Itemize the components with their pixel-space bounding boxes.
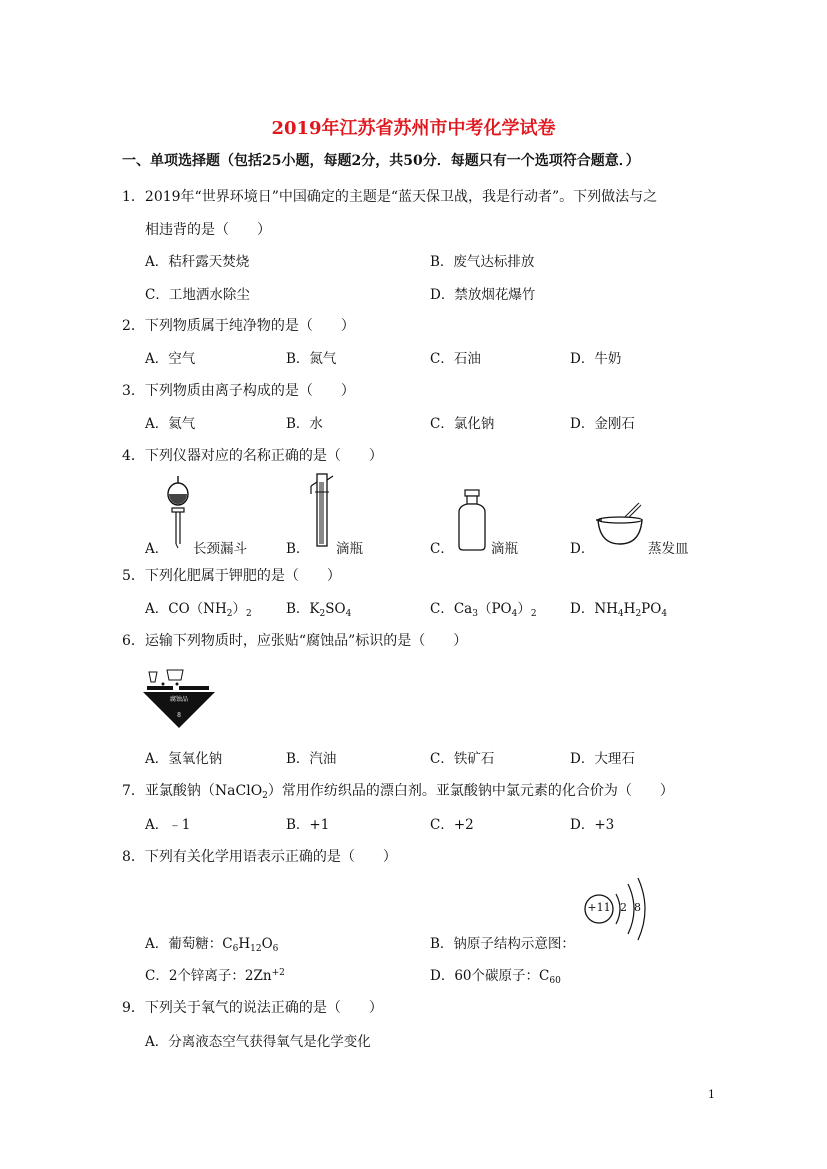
q8-a-sub1: 6 xyxy=(232,944,239,954)
q8-option-b[interactable]: B．钠原子结构示意图： xyxy=(430,936,575,952)
q7-option-c[interactable]: C．+2 xyxy=(430,817,474,833)
question-4-stem: 4．下列仪器对应的名称正确的是（ ） xyxy=(122,448,383,464)
q8-d-sub: 60 xyxy=(549,976,561,986)
q5-d-sub1: 4 xyxy=(617,609,624,619)
q5-a-sub1: 2 xyxy=(226,609,233,619)
q7-stem-b: ）常用作纺织品的漂白剂。亚氯酸钠中氯元素的化合价为（ ） xyxy=(267,783,674,799)
q2-option-b[interactable]: B．氮气 xyxy=(286,351,337,367)
q6-option-a[interactable]: A．氢氧化钠 xyxy=(145,751,223,767)
q5-b-sub2: 4 xyxy=(345,609,352,619)
q7-option-b[interactable]: B．+1 xyxy=(286,817,330,833)
q4-option-d-name: 蒸发皿 xyxy=(648,541,689,557)
q8-a-sub3: 6 xyxy=(272,944,279,954)
q5-d-text2: H xyxy=(623,601,636,617)
corrosive-sign-number: 8 xyxy=(177,712,181,719)
q3-option-a[interactable]: A．氦气 xyxy=(145,416,196,432)
q5-option-a[interactable] xyxy=(145,597,252,619)
q5-option-d[interactable] xyxy=(570,597,667,619)
q1-option-b[interactable]: B．废气达标排放 xyxy=(430,254,535,270)
q5-d-text: D．NH xyxy=(570,601,618,617)
q5-b-text2: SO xyxy=(325,601,346,617)
question-3-stem: 3．下列物质由离子构成的是（ ） xyxy=(122,383,355,399)
q4-option-c[interactable]: C． xyxy=(430,541,454,557)
q4-option-d[interactable]: D． xyxy=(570,541,595,557)
q5-c-text: C．Ca xyxy=(430,601,473,617)
question-9-stem: 9．下列关于氧气的说法正确的是（ ） xyxy=(122,1000,383,1016)
test-tube-holder-icon xyxy=(307,472,337,550)
q7-option-d[interactable]: D．+3 xyxy=(570,817,615,833)
q1-option-a[interactable]: A．秸秆露天焚烧 xyxy=(145,254,250,270)
q8-option-d[interactable] xyxy=(430,964,561,986)
q5-a-text: A．CO（NH xyxy=(145,601,227,617)
q2-option-a[interactable]: A．空气 xyxy=(145,351,196,367)
q7-option-a[interactable]: A．﹣1 xyxy=(145,817,191,833)
atom-shell-1-label: 2 xyxy=(620,901,627,914)
q5-c-sub3: 2 xyxy=(530,609,537,619)
q4-option-b[interactable]: B． xyxy=(286,541,310,557)
q8-d-text: D．60个碳原子：C xyxy=(430,968,550,984)
q4-option-c-name: 滴瓶 xyxy=(491,541,518,557)
q5-c-sub2: 4 xyxy=(511,609,518,619)
q7-stem-sub: 2 xyxy=(262,791,268,801)
q3-option-c[interactable]: C．氯化钠 xyxy=(430,416,495,432)
question-6-stem: 6．运输下列物质时，应张贴“腐蚀品”标识的是（ ） xyxy=(122,633,468,649)
q5-d-sub3: 4 xyxy=(661,609,668,619)
q8-a-text2: H xyxy=(238,936,251,952)
question-2-stem: 2．下列物质属于纯净物的是（ ） xyxy=(122,318,355,334)
q6-option-d[interactable]: D．大理石 xyxy=(570,751,635,767)
atom-shell-2-label: 8 xyxy=(634,901,641,914)
q5-d-sub2: 2 xyxy=(635,609,642,619)
question-5-stem: 5．下列化肥属于钾肥的是（ ） xyxy=(122,568,341,584)
q4-option-b-name: 滴瓶 xyxy=(336,541,363,557)
q4-option-a[interactable]: A． xyxy=(145,541,169,557)
q5-option-c[interactable] xyxy=(430,597,537,619)
q8-option-a[interactable] xyxy=(145,932,278,954)
q2-option-c[interactable]: C．石油 xyxy=(430,351,481,367)
question-7-stem xyxy=(122,780,674,801)
q5-a-sub2: 2 xyxy=(245,609,252,619)
corrosive-sign-text: 腐蚀品 xyxy=(169,696,188,703)
q5-c-sub1: 3 xyxy=(472,609,478,619)
sodium-atom-diagram xyxy=(580,876,652,942)
question-8-stem: 8．下列有关化学用语表示正确的是（ ） xyxy=(122,849,397,865)
q5-b-text: B．K xyxy=(286,601,320,617)
mortar-pestle-icon xyxy=(594,500,646,548)
page-number: 1 xyxy=(708,1088,715,1101)
q5-option-b[interactable] xyxy=(286,597,351,619)
q6-option-b[interactable]: B．汽油 xyxy=(286,751,337,767)
q7-stem-a: 7．亚氯酸钠（NaClO xyxy=(122,783,263,799)
q5-c-text2: （PO xyxy=(477,601,512,617)
q3-option-b[interactable]: B．水 xyxy=(286,416,323,432)
q2-option-d[interactable]: D．牛奶 xyxy=(570,351,622,367)
q8-a-text: A．葡萄糖：C xyxy=(145,936,233,952)
q8-a-text3: O xyxy=(261,936,273,952)
q5-b-sub1: 2 xyxy=(319,609,326,619)
section-heading: 一、单项选择题（包括25小题，每题2分，共50分．每题只有一个选项符合题意．） xyxy=(122,153,640,169)
q1-option-c[interactable]: C．工地洒水除尘 xyxy=(145,287,250,303)
question-1-stem-cont: 相违背的是（ ） xyxy=(145,222,271,238)
q5-d-text3: PO xyxy=(641,601,662,617)
q8-a-sub2: 12 xyxy=(250,944,262,954)
q5-a-text2: ） xyxy=(232,601,246,617)
q8-option-c[interactable] xyxy=(145,964,285,984)
q5-c-text3: ） xyxy=(517,601,531,617)
q9-option-a[interactable]: A．分离液态空气获得氧气是化学变化 xyxy=(145,1034,371,1050)
question-1-stem: 1．2019年“世界环境日”中国确定的主题是“蓝天保卫战，我是行动者”。下列做法与之 xyxy=(122,189,658,205)
atom-nucleus-label: +11 xyxy=(587,901,611,914)
q4-option-a-name: 长颈漏斗 xyxy=(193,541,247,557)
reagent-bottle-icon xyxy=(455,488,489,552)
q6-option-c[interactable]: C．铁矿石 xyxy=(430,751,495,767)
q8-c-sup: +2 xyxy=(271,968,285,978)
corrosive-sign-icon xyxy=(143,668,215,728)
q8-c-text: C．2个锌离子：2Zn xyxy=(145,968,272,984)
q1-option-d[interactable]: D．禁放烟花爆竹 xyxy=(430,287,536,303)
page-title: 2019年江苏省苏州市中考化学试卷 xyxy=(271,118,556,139)
q3-option-d[interactable]: D．金刚石 xyxy=(570,416,635,432)
